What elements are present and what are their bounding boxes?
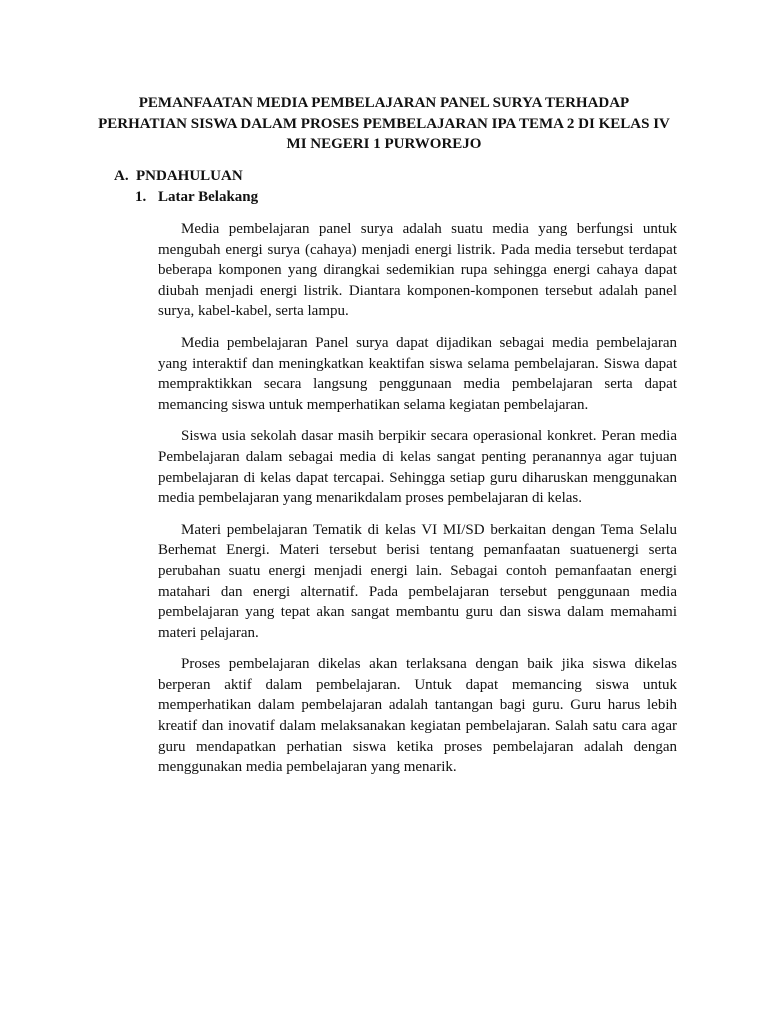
section-heading-a [114,166,243,186]
title-line-1: PEMANFAATAN MEDIA PEMBELAJARAN PANEL SURYA TERHADAP [138,95,630,111]
section-marker: A. [114,168,129,184]
title-line-3: MI NEGERI 1 PURWOREJO [286,136,482,152]
title-line-2: PERHATIAN SISWA DALAM PROSES PEMBELAJARAN IPA TEMA 2 DI KELAS IV [98,115,670,132]
body-text [158,219,677,789]
paragraph: Media pembelajaran panel surya adalah suatu media yang berfungsi untuk mengubah energi surya (cahaya) menjadi energi listrik. Pada media tersebut terdapat beberapa komponen yang dirangkai sedemikian rupa sehingga energi cahaya dapat diubah menjadi energi listrik. Diantara komponen-komponen tersebut adalah panel surya, kabel-kabel, serta lampu. [158,221,677,320]
subsection-heading-1 [135,187,258,207]
paragraph: Materi pembelajaran Tematik di kelas VI MI/SD berkaitan dengan Tema Selalu Berhemat Energi. Materi tersebut berisi tentang pemanfaatan suatuenergi serta perubahan suatu energi menjadi energi lain. Sebagai contoh pemanfaatan energi matahari dan energi alternatif. Pada pembelajaran tersebut penggunaan media pembelajaran yang tepat akan sangat membantu guru dan siswa dalam memahami materi pelajaran. [158,521,677,641]
section-label: PNDAHULUAN [136,168,243,184]
paragraph: Siswa usia sekolah dasar masih berpikir secara operasional konkret. Peran media Pembelajaran dalam sebagai media di kelas sangat penting peranannya agar tujuan pembelajaran di kelas dapat tercapai. Sehingga setiap guru diharuskan menggunakan media pembelajaran yang menarikdalam proses pembelajaran di kelas. [158,428,677,507]
subsection-marker: 1. [135,189,147,205]
subsection-label: Latar Belakang [158,189,259,205]
paragraph: Proses pembelajaran dikelas akan terlaksana dengan baik jika siswa dikelas berperan aktif dalam pembelajaran. Untuk dapat memancing siswa untuk memperhatikan dalam pembelajaran adalah tantangan bagi guru. Guru harus lebih kreatif dan inovatif dalam melaksanakan kegiatan pembelajaran. Salah satu cara agar guru mendapatkan perhatian siswa ketika proses pembelajaran adalah dengan menggunakan media pembelajaran yang menarik. [158,656,677,776]
document-title [80,93,688,155]
paragraph: Media pembelajaran Panel surya dapat dijadikan sebagai media pembelajaran yang interaktif dan meningkatkan keaktifan siswa selama pembelajaran. Siswa dapat mempraktikkan secara langsung penggunaan media pembelajaran serta dapat memancing siswa untuk memperhatikan selama kegiatan pembelajaran. [158,334,677,413]
